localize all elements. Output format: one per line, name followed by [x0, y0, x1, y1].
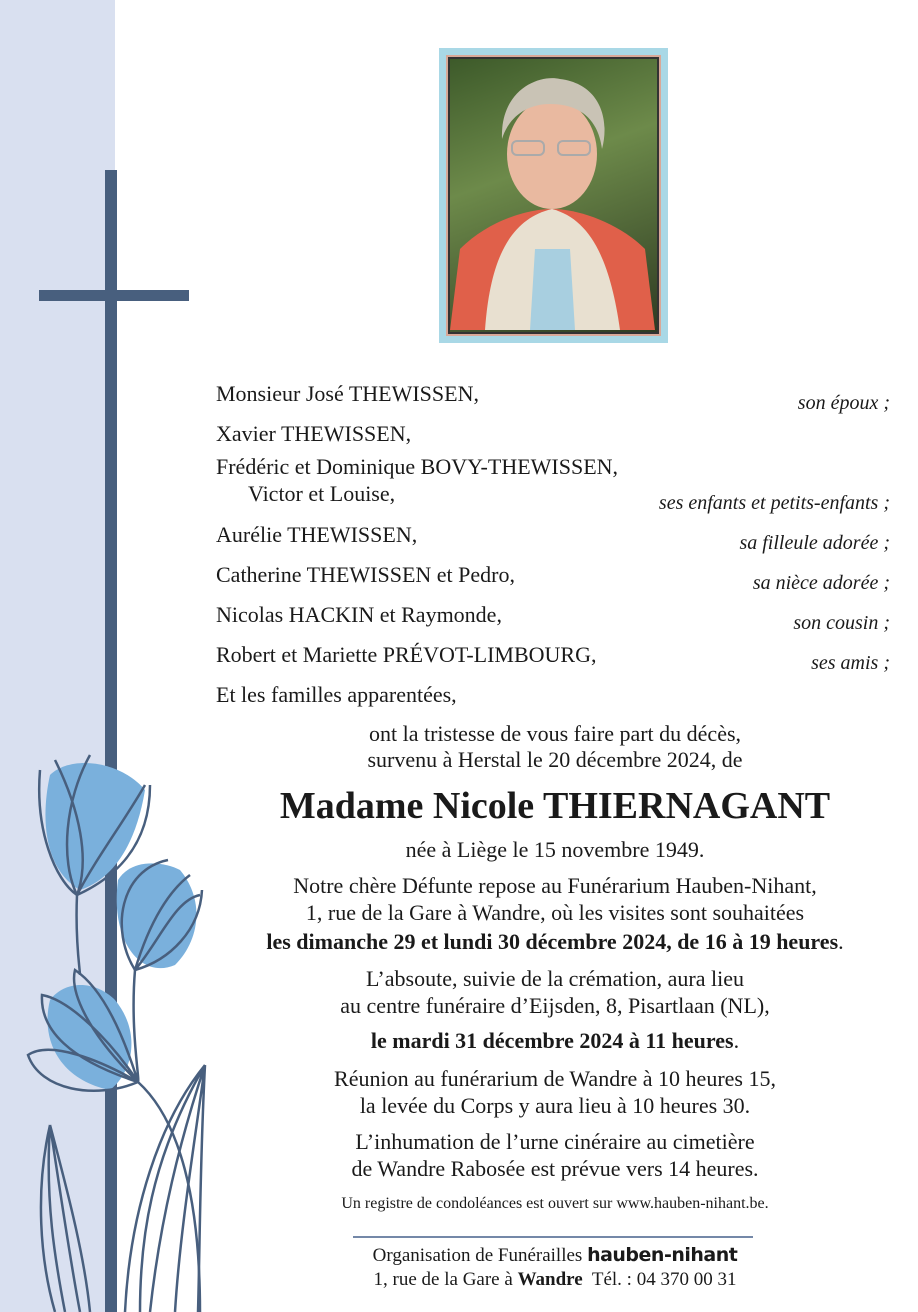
- family-relation: son époux ;: [797, 392, 890, 414]
- family-relation: sa filleule adorée ;: [739, 532, 890, 554]
- visit-line: 1, rue de la Gare à Wandre, où les visites sont souhaitées: [305, 900, 805, 925]
- family-name: Frédéric et Dominique BOVY-THEWISSEN,: [216, 454, 619, 479]
- footer-street: 1, rue de la Gare à: [373, 1269, 513, 1290]
- family-name: Catherine THEWISSEN et Pedro,: [216, 562, 515, 587]
- brand-logo: hauben-nihant: [587, 1244, 738, 1266]
- family-name: Nicolas HACKIN et Raymonde,: [216, 602, 502, 627]
- ceremony-line: au centre funéraire d’Eijsden, 8, Pisartlaan (NL),: [340, 993, 770, 1018]
- announce-line: survenu à Herstal le 20 décembre 2024, de: [367, 747, 743, 772]
- urn-line: L’inhumation de l’urne cinéraire au cimetière: [355, 1129, 755, 1154]
- portrait-photo: [448, 57, 659, 334]
- family-relation: ses enfants et petits-enfants ;: [658, 492, 890, 514]
- family-relation: ses amis ;: [811, 652, 890, 674]
- divider: [353, 1236, 753, 1238]
- footer-org: [215, 1243, 895, 1268]
- portrait-frame: [439, 48, 668, 343]
- reunion-line: la levée du Corps y aura lieu à 10 heures 30.: [359, 1093, 751, 1118]
- footer-org-label: Organisation de Funérailles: [372, 1245, 583, 1266]
- family-name: Aurélie THEWISSEN,: [216, 522, 418, 547]
- birth-info: née à Liège le 15 novembre 1949.: [405, 837, 705, 862]
- urn-line: de Wandre Rabosée est prévue vers 14 heures.: [351, 1156, 759, 1181]
- family-name: Robert et Mariette PRÉVOT-LIMBOURG,: [216, 642, 597, 667]
- family-name: Victor et Louise,: [248, 481, 396, 506]
- footer-phone: Tél. : 04 370 00 31: [591, 1269, 737, 1290]
- family-relation: son cousin ;: [793, 612, 890, 634]
- footer-address: [215, 1268, 895, 1292]
- family-relation: sa nièce adorée ;: [752, 572, 890, 594]
- cross-bar: [39, 290, 189, 301]
- period: .: [733, 1028, 740, 1053]
- reunion-line: Réunion au funérarium de Wandre à 10 heures 15,: [334, 1066, 776, 1091]
- register-link[interactable]: Un registre de condoléances est ouvert sur www.hauben-nihant.be.: [341, 1195, 769, 1212]
- announce-line: ont la tristesse de vous faire part du décès,: [368, 721, 742, 746]
- footer-town: Wandre: [517, 1269, 583, 1290]
- family-name: Xavier THEWISSEN,: [216, 421, 412, 446]
- deceased-name: Madame Nicole THIERNAGANT: [279, 785, 831, 827]
- family-name: Et les familles apparentées,: [216, 682, 457, 707]
- family-name: Monsieur José THEWISSEN,: [216, 381, 479, 406]
- visit-dates: les dimanche 29 et lundi 30 décembre 2024, de 16 à 19 heures: [266, 929, 839, 954]
- visit-line: Notre chère Défunte repose au Funérarium Hauben-Nihant,: [293, 873, 817, 898]
- period: .: [838, 929, 844, 954]
- ceremony-line: L’absoute, suivie de la crémation, aura lieu: [366, 966, 744, 991]
- tulip-illustration-icon: [0, 740, 220, 1312]
- ceremony-date: le mardi 31 décembre 2024 à 11 heures: [370, 1028, 734, 1053]
